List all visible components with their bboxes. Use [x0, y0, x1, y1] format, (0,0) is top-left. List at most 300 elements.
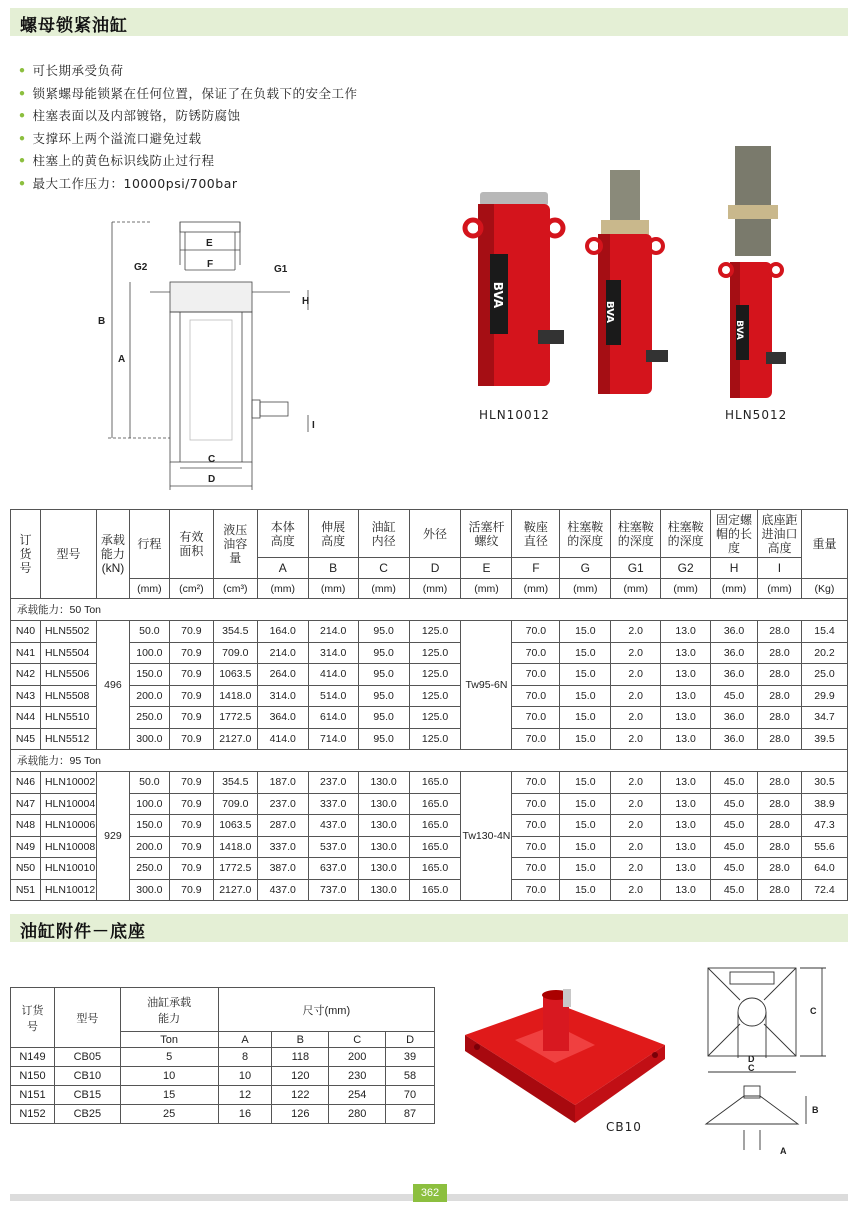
table-cell: N152	[11, 1105, 55, 1124]
header-od: 外径	[409, 510, 461, 558]
table-cell: N44	[11, 707, 41, 729]
table-cell: 165.0	[409, 879, 461, 901]
table-cell: N43	[11, 685, 41, 707]
table-row	[11, 1067, 435, 1086]
table-cell: 36.0	[711, 728, 758, 750]
table-row	[11, 642, 848, 664]
dim-label-h: H	[302, 296, 310, 307]
table-cell: 1772.5	[213, 707, 257, 729]
table-row	[11, 685, 848, 707]
table-cell: 13.0	[661, 772, 711, 794]
table-cell: N50	[11, 858, 41, 880]
table-cell: 45.0	[711, 879, 758, 901]
dim-label-b: B	[98, 316, 106, 327]
base-header-b: B	[272, 1032, 329, 1048]
table-cell: 300.0	[129, 879, 169, 901]
base-table	[10, 987, 435, 1124]
header-ext-height: 伸展高度	[308, 510, 358, 558]
table-cell: 70.0	[512, 621, 560, 643]
table-cell: 13.0	[661, 793, 711, 815]
table-cell: 214.0	[308, 621, 358, 643]
table-cell: 314.0	[257, 685, 308, 707]
table-cell: 13.0	[661, 685, 711, 707]
table-cell: 45.0	[711, 772, 758, 794]
table-cell: 45.0	[711, 685, 758, 707]
table-cell: 95.0	[358, 728, 409, 750]
table-cell: 1418.0	[213, 685, 257, 707]
table-cell: 55.6	[801, 836, 847, 858]
table-cell: CB15	[54, 1086, 120, 1105]
table-cell: 70.0	[512, 772, 560, 794]
base-header-model: 型号	[54, 988, 120, 1048]
table-row	[11, 772, 848, 794]
base-header-capacity: 油缸承载能力	[120, 988, 218, 1032]
table-row	[11, 1105, 435, 1124]
base-header-size: 尺寸(mm)	[218, 988, 434, 1032]
table-cell: HLN5502	[40, 621, 96, 643]
table-cell: 15.0	[560, 772, 611, 794]
table-cell: 70.0	[512, 836, 560, 858]
table-cell: 39	[386, 1048, 435, 1067]
table-cell: 300.0	[129, 728, 169, 750]
unit-f: (mm)	[512, 579, 560, 599]
table-cell: 13.0	[661, 815, 711, 837]
header-capacity: 承载能力 (kN)	[96, 510, 129, 599]
table-cell: 2.0	[611, 728, 661, 750]
table-cell: 437.0	[308, 815, 358, 837]
table-cell: 70.9	[169, 879, 213, 901]
table-cell: N151	[11, 1086, 55, 1105]
brand-logo: BVA	[491, 281, 505, 309]
table-row	[11, 1048, 435, 1067]
cylinder-photo-hln10012	[465, 192, 564, 386]
header-letter-c: C	[358, 558, 409, 579]
table-cell: 264.0	[257, 664, 308, 686]
table-cell: 237.0	[308, 772, 358, 794]
header-oil: 液压油容量	[213, 510, 257, 579]
unit-weight: (Kg)	[801, 579, 847, 599]
table-cell: 95.0	[358, 707, 409, 729]
table-cell: HLN5508	[40, 685, 96, 707]
table-cell: 15.0	[560, 793, 611, 815]
capacity-group-row	[11, 750, 848, 772]
bullet-icon: •	[18, 175, 27, 191]
unit-oil: (cm³)	[213, 579, 257, 599]
table-cell: N47	[11, 793, 41, 815]
dim-label-a: A	[118, 354, 126, 365]
table-cell: 36.0	[711, 642, 758, 664]
table-cell: 45.0	[711, 793, 758, 815]
dim-label-c: C	[208, 454, 216, 465]
table-cell: 2.0	[611, 858, 661, 880]
capacity-value: 929	[96, 772, 129, 901]
table-cell: HLN10010	[40, 858, 96, 880]
table-cell: 70.0	[512, 707, 560, 729]
page-title: 螺母锁紧油缸	[20, 16, 128, 36]
table-cell: 200.0	[129, 836, 169, 858]
table-cell: 70.0	[512, 879, 560, 901]
table-cell: HLN10008	[40, 836, 96, 858]
table-cell: 70.9	[169, 858, 213, 880]
accessory-bar	[10, 914, 848, 942]
header-letter-h: H	[711, 558, 758, 579]
header-letter-f: F	[512, 558, 560, 579]
table-cell: 165.0	[409, 815, 461, 837]
table-cell: 70.9	[169, 707, 213, 729]
table-cell: 70.0	[512, 858, 560, 880]
table-cell: 280	[329, 1105, 386, 1124]
unit-area: (cm²)	[169, 579, 213, 599]
header-depth-g1: 柱塞鞍的深度	[611, 510, 661, 558]
table-cell: 2.0	[611, 772, 661, 794]
table-cell: 70	[386, 1086, 435, 1105]
table-cell: 36.0	[711, 664, 758, 686]
table-row	[11, 1086, 435, 1105]
spec-table	[10, 509, 848, 901]
table-cell: 28.0	[758, 728, 802, 750]
header-thread: 活塞杆螺纹	[461, 510, 512, 558]
header-model: 型号	[40, 510, 96, 599]
table-cell: 28.0	[758, 858, 802, 880]
base-header-c: C	[329, 1032, 386, 1048]
list-item: • 可长期承受负荷	[18, 63, 124, 78]
cylinder-photo-hln5012	[720, 146, 786, 398]
table-cell: 709.0	[213, 793, 257, 815]
table-cell: HLN5506	[40, 664, 96, 686]
table-cell: 28.0	[758, 664, 802, 686]
capacity-value: 496	[96, 621, 129, 750]
table-cell: 120	[272, 1067, 329, 1086]
table-cell: N150	[11, 1067, 55, 1086]
header-letter-a: A	[257, 558, 308, 579]
table-row	[11, 879, 848, 901]
table-cell: 287.0	[257, 815, 308, 837]
table-cell: 237.0	[257, 793, 308, 815]
table-cell: 2.0	[611, 642, 661, 664]
table-cell: 28.0	[758, 879, 802, 901]
table-cell: 122	[272, 1086, 329, 1105]
table-cell: 1063.5	[213, 815, 257, 837]
header-letter-g1: G1	[611, 558, 661, 579]
list-item: • 最大工作压力：10000psi/700bar	[18, 175, 238, 191]
cylinder-photo-middle	[587, 170, 668, 394]
table-cell: 165.0	[409, 793, 461, 815]
table-cell: 737.0	[308, 879, 358, 901]
table-cell: 165.0	[409, 836, 461, 858]
unit-i: (mm)	[758, 579, 802, 599]
table-cell: 45.0	[711, 815, 758, 837]
table-cell: 214.0	[257, 642, 308, 664]
table-cell: 13.0	[661, 621, 711, 643]
bullet-icon: •	[18, 85, 27, 101]
header-weight: 重量	[801, 510, 847, 579]
header-letter-d: D	[409, 558, 461, 579]
table-cell: 64.0	[801, 858, 847, 880]
header-letter-b: B	[308, 558, 358, 579]
table-cell: 250.0	[129, 858, 169, 880]
header-depth-g: 柱塞鞍的深度	[560, 510, 611, 558]
table-cell: 15.0	[560, 621, 611, 643]
header-nut-length: 固定螺帽的长度	[711, 510, 758, 558]
table-cell: 709.0	[213, 642, 257, 664]
table-cell: 28.0	[758, 685, 802, 707]
table-cell: N42	[11, 664, 41, 686]
table-cell: 314.0	[308, 642, 358, 664]
table-cell: HLN10004	[40, 793, 96, 815]
table-cell: 36.0	[711, 707, 758, 729]
table-cell: 2127.0	[213, 879, 257, 901]
table-cell: 1418.0	[213, 836, 257, 858]
table-cell: HLN5512	[40, 728, 96, 750]
header-area: 有效面积	[169, 510, 213, 579]
bullet-icon: •	[18, 108, 27, 124]
header-bar	[10, 8, 848, 36]
table-cell: 337.0	[257, 836, 308, 858]
list-item: • 柱塞上的黄色标识线防止过行程	[18, 153, 215, 169]
unit-g: (mm)	[560, 579, 611, 599]
table-cell: 30.5	[801, 772, 847, 794]
table-cell: 36.0	[711, 621, 758, 643]
table-cell: 130.0	[358, 815, 409, 837]
table-cell: 200	[329, 1048, 386, 1067]
product-photos	[460, 140, 840, 410]
table-cell: 28.0	[758, 815, 802, 837]
header-stroke: 行程	[129, 510, 169, 579]
table-cell: 2.0	[611, 836, 661, 858]
table-cell: 126	[272, 1105, 329, 1124]
table-cell: 28.0	[758, 772, 802, 794]
table-cell: 250.0	[129, 707, 169, 729]
table-cell: 38.9	[801, 793, 847, 815]
table-cell: HLN10002	[40, 772, 96, 794]
dim-label-g2: G2	[134, 262, 148, 273]
table-cell: 13.0	[661, 664, 711, 686]
table-cell: 10	[218, 1067, 272, 1086]
table-cell: 70.9	[169, 642, 213, 664]
base-header-order: 订货号	[11, 988, 55, 1048]
table-cell: 2.0	[611, 815, 661, 837]
table-cell: 70.9	[169, 836, 213, 858]
table-cell: 45.0	[711, 858, 758, 880]
dim-label-g1: G1	[274, 264, 288, 275]
table-cell: 8	[218, 1048, 272, 1067]
table-cell: 28.0	[758, 642, 802, 664]
table-cell: HLN10012	[40, 879, 96, 901]
unit-g2: (mm)	[661, 579, 711, 599]
table-cell: 34.7	[801, 707, 847, 729]
table-cell: 28.0	[758, 707, 802, 729]
base-table-body	[11, 1048, 435, 1124]
table-cell: 1772.5	[213, 858, 257, 880]
table-cell: 70.9	[169, 772, 213, 794]
photo-label-cb10: CB10	[606, 1120, 642, 1134]
unit-g1: (mm)	[611, 579, 661, 599]
table-cell: 28.0	[758, 836, 802, 858]
table-cell: 354.5	[213, 621, 257, 643]
table-cell: CB10	[54, 1067, 120, 1086]
table-cell: 200.0	[129, 685, 169, 707]
table-row	[11, 836, 848, 858]
table-cell: 15.0	[560, 642, 611, 664]
table-cell: 2.0	[611, 621, 661, 643]
header-body-height: 本体高度	[257, 510, 308, 558]
page-number: 362	[413, 1184, 447, 1202]
table-cell: 72.4	[801, 879, 847, 901]
table-cell: 125.0	[409, 728, 461, 750]
header-depth-g2: 柱塞鞍的深度	[661, 510, 711, 558]
table-cell: 387.0	[257, 858, 308, 880]
table-cell: 1063.5	[213, 664, 257, 686]
table-cell: 437.0	[257, 879, 308, 901]
table-cell: 637.0	[308, 858, 358, 880]
table-cell: HLN10006	[40, 815, 96, 837]
table-cell: 230	[329, 1067, 386, 1086]
table-cell: 70.9	[169, 621, 213, 643]
unit-d: (mm)	[409, 579, 461, 599]
table-cell: N41	[11, 642, 41, 664]
table-cell: 70.0	[512, 685, 560, 707]
thread-value: Tw95-6N	[461, 621, 512, 750]
base-dim-label-c2: C	[748, 1063, 755, 1073]
table-cell: 15.0	[560, 836, 611, 858]
table-cell: 150.0	[129, 815, 169, 837]
table-cell: 414.0	[257, 728, 308, 750]
table-cell: 118	[272, 1048, 329, 1067]
table-cell: 125.0	[409, 664, 461, 686]
table-cell: 514.0	[308, 685, 358, 707]
cylinder-drawing	[90, 210, 330, 495]
table-cell: 28.0	[758, 793, 802, 815]
table-cell: 70.0	[512, 815, 560, 837]
table-cell: 125.0	[409, 642, 461, 664]
table-cell: 58	[386, 1067, 435, 1086]
table-cell: 95.0	[358, 664, 409, 686]
table-cell: 25.0	[801, 664, 847, 686]
table-row	[11, 815, 848, 837]
table-cell: N48	[11, 815, 41, 837]
table-cell: 130.0	[358, 772, 409, 794]
photo-label-hln10012: HLN10012	[479, 408, 550, 422]
table-cell: 125.0	[409, 621, 461, 643]
photo-label-hln5012: HLN5012	[725, 408, 788, 422]
dim-label-e: E	[206, 238, 213, 249]
table-cell: 95.0	[358, 642, 409, 664]
table-cell: 2.0	[611, 664, 661, 686]
unit-c: (mm)	[358, 579, 409, 599]
capacity-group-label: 承载能力：95 Ton	[11, 750, 848, 772]
table-cell: 13.0	[661, 836, 711, 858]
list-item: • 锁紧螺母能锁紧在任何位置，保证了在负载下的安全工作	[18, 85, 358, 101]
table-cell: 100.0	[129, 642, 169, 664]
table-cell: 47.3	[801, 815, 847, 837]
bullet-icon: •	[18, 153, 27, 169]
table-row	[11, 621, 848, 643]
table-cell: 414.0	[308, 664, 358, 686]
header-saddle: 鞍座直径	[512, 510, 560, 558]
base-dim-label-c: C	[810, 1006, 817, 1016]
header-letter-g: G	[560, 558, 611, 579]
table-cell: 39.5	[801, 728, 847, 750]
table-cell: N45	[11, 728, 41, 750]
table-cell: HLN5510	[40, 707, 96, 729]
accessory-title: 油缸附件－底座	[20, 922, 146, 942]
table-cell: 70.0	[512, 642, 560, 664]
table-cell: 614.0	[308, 707, 358, 729]
base-dim-label-b: B	[812, 1105, 819, 1115]
table-cell: 130.0	[358, 793, 409, 815]
table-cell: 2.0	[611, 879, 661, 901]
table-cell: 70.9	[169, 664, 213, 686]
base-dim-label-d: D	[748, 1054, 755, 1064]
table-cell: 15.0	[560, 879, 611, 901]
table-cell: 125.0	[409, 685, 461, 707]
table-cell: N46	[11, 772, 41, 794]
table-cell: 2127.0	[213, 728, 257, 750]
table-cell: 15.0	[560, 858, 611, 880]
table-cell: 2.0	[611, 793, 661, 815]
table-cell: 125.0	[409, 707, 461, 729]
table-cell: 15.0	[560, 664, 611, 686]
table-cell: N51	[11, 879, 41, 901]
table-cell: 130.0	[358, 836, 409, 858]
table-cell: 13.0	[661, 707, 711, 729]
table-cell: 337.0	[308, 793, 358, 815]
unit-b: (mm)	[308, 579, 358, 599]
table-cell: 537.0	[308, 836, 358, 858]
unit-h: (mm)	[711, 579, 758, 599]
table-cell: 50.0	[129, 772, 169, 794]
table-cell: 364.0	[257, 707, 308, 729]
unit-stroke: (mm)	[129, 579, 169, 599]
table-cell: 13.0	[661, 858, 711, 880]
table-cell: CB05	[54, 1048, 120, 1067]
table-cell: 13.0	[661, 728, 711, 750]
table-cell: 70.9	[169, 685, 213, 707]
table-cell: 164.0	[257, 621, 308, 643]
header-order: 订货号	[11, 510, 41, 599]
table-cell: 15.0	[560, 815, 611, 837]
table-cell: 254	[329, 1086, 386, 1105]
table-cell: 165.0	[409, 772, 461, 794]
table-cell: 29.9	[801, 685, 847, 707]
base-header-a: A	[218, 1032, 272, 1048]
table-row	[11, 728, 848, 750]
table-cell: 28.0	[758, 621, 802, 643]
capacity-group-row	[11, 599, 848, 621]
table-cell: 70.0	[512, 728, 560, 750]
dim-label-f: F	[207, 259, 214, 270]
table-cell: 13.0	[661, 879, 711, 901]
header-port-height: 底座距进油口高度	[758, 510, 802, 558]
bullet-icon: •	[18, 130, 27, 146]
unit-a: (mm)	[257, 579, 308, 599]
bullet-icon: •	[18, 63, 27, 78]
table-cell: 70.9	[169, 793, 213, 815]
table-cell: HLN5504	[40, 642, 96, 664]
base-header-d: D	[386, 1032, 435, 1048]
table-cell: 13.0	[661, 642, 711, 664]
table-cell: 354.5	[213, 772, 257, 794]
table-row	[11, 707, 848, 729]
base-drawing	[700, 960, 850, 1160]
table-cell: 20.2	[801, 642, 847, 664]
table-row	[11, 793, 848, 815]
table-cell: 45.0	[711, 836, 758, 858]
unit-e: (mm)	[461, 579, 512, 599]
table-cell: 187.0	[257, 772, 308, 794]
base-header-ton: Ton	[120, 1032, 218, 1048]
dim-label-d: D	[208, 474, 216, 485]
